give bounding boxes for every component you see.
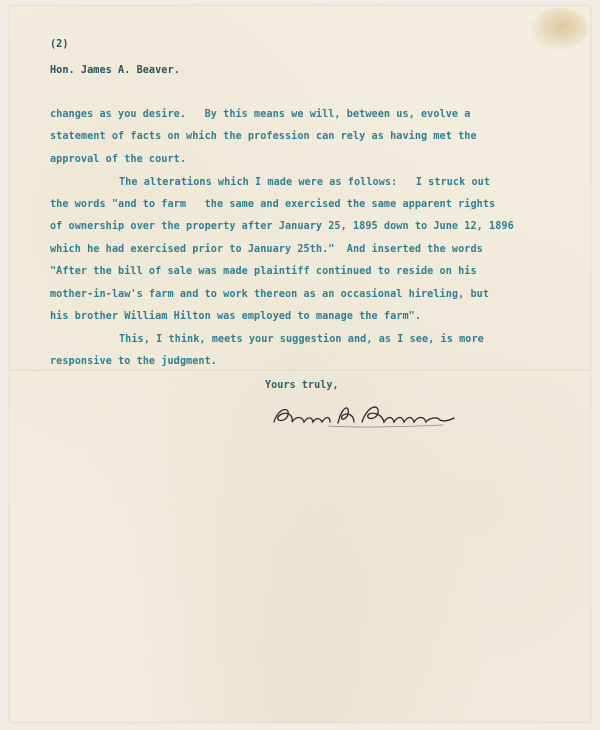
body-line: statement of facts on which the profession can rely as having met the	[50, 131, 477, 142]
body-line: his brother William Hilton was employed to manage the farm".	[50, 311, 422, 322]
paper-stain	[530, 8, 588, 50]
body-line: The alterations which I made were as follows: I struck out	[119, 177, 491, 188]
recipient-line: Hon. James A. Beaver.	[50, 65, 180, 76]
page-number: (2)	[50, 39, 69, 50]
body-line: of ownership over the property after January 25, 1895 down to June 12, 1896	[50, 221, 514, 232]
body-line: changes as you desire. By this means we will, between us, evolve a	[50, 109, 471, 120]
handwritten-signature	[268, 398, 458, 432]
closing-line: Yours truly,	[265, 380, 339, 391]
fold-line	[10, 370, 590, 371]
body-line: "After the bill of sale was made plaintiff continued to reside on his	[50, 266, 477, 277]
body-line: approval of the court.	[50, 154, 187, 165]
body-line: the words "and to farm the same and exercised the same apparent rights	[50, 199, 496, 210]
body-line: This, I think, meets your suggestion and, as I see, is more	[119, 334, 484, 345]
body-line: which he had exercised prior to January 25th." And inserted the words	[50, 244, 483, 255]
body-line: mother-in-law's farm and to work thereon as an occasional hireling, but	[50, 289, 490, 300]
body-line: responsive to the judgment.	[50, 356, 217, 367]
